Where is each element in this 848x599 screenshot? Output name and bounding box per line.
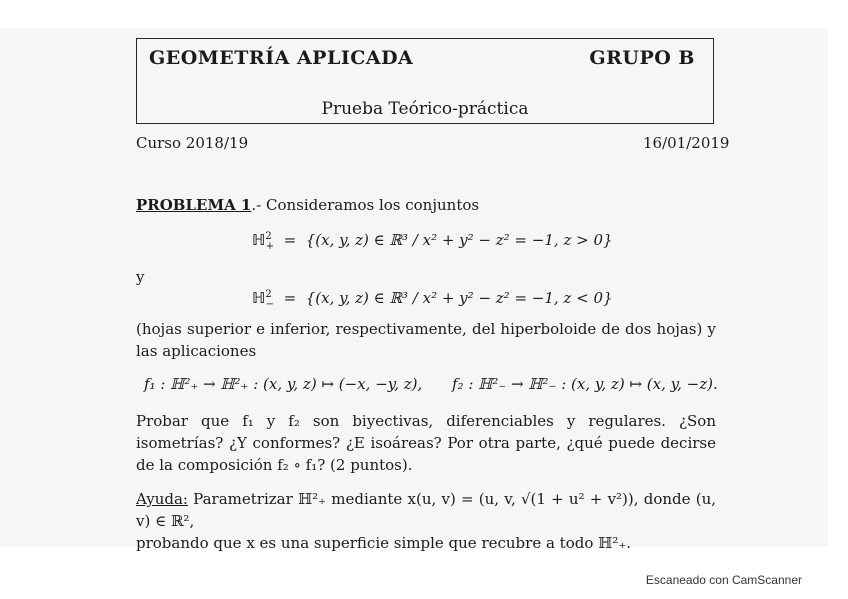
hint-label: Ayuda: — [136, 490, 188, 508]
exam-title: GEOMETRÍA APLICADA — [149, 47, 414, 69]
h-minus-set: {(x, y, z) ∈ ℝ³ / x² + y² − z² = −1, z < 0} — [305, 289, 613, 307]
hint-paragraph — [136, 488, 716, 554]
hint-line-1: Parametrizar ℍ²₊ mediante x(u, v) = (u, v, √(1 + u² + v²)), donde (u, v) ∈ ℝ², — [136, 490, 716, 530]
equation-h-plus: ℍ$^2_+$ = {(x, y, z) ∈ ℝ³ / x² + y² − z² = −1, z > 0} — [252, 231, 613, 252]
map-f2: f₂ : ℍ²₋ → ℍ²₋ : (x, y, z) ↦ (x, y, −z). — [452, 375, 718, 393]
exam-date: 16/01/2019 — [643, 134, 730, 152]
exam-subtitle: Prueba Teórico-práctica — [321, 99, 529, 119]
course-label: Curso 2018/19 — [136, 134, 249, 152]
problem-intro: .- Consideramos los conjuntos — [251, 196, 480, 214]
exam-group: GRUPO B — [589, 47, 695, 69]
hint-line-2: probando que x es una superficie simple que recubre a todo ℍ²₊. — [136, 534, 632, 552]
h-plus-symbol: ℍ — [252, 231, 266, 249]
problem-label: PROBLEMA 1 — [136, 196, 252, 214]
question-text: Probar que f₁ y f₂ son biyectivas, diferenciables y regulares. ¿Son isometrías? ¿Y conformes? ¿E isoáreas? Por otra parte, ¿qué puede decirse de la composición f₂ ∘ f₁? (2 puntos). — [136, 412, 716, 474]
problem-heading — [136, 196, 479, 214]
connector-y: y — [136, 268, 145, 286]
scanner-watermark: Escaneado con CamScanner — [645, 573, 802, 587]
h-plus-set: {(x, y, z) ∈ ℝ³ / x² + y² − z² = −1, z > 0} — [305, 231, 613, 249]
map-f1: f₁ : ℍ²₊ → ℍ²₊ : (x, y, z) ↦ (−x, −y, z), — [144, 375, 423, 393]
description-text: (hojas superior e inferior, respectivamente, del hiperboloide de dos hojas) y las aplicaciones — [136, 320, 716, 360]
header-box — [136, 38, 714, 124]
equation-h-minus: ℍ$^2_-$ = {(x, y, z) ∈ ℝ³ / x² + y² − z² = −1, z < 0} — [252, 289, 613, 310]
